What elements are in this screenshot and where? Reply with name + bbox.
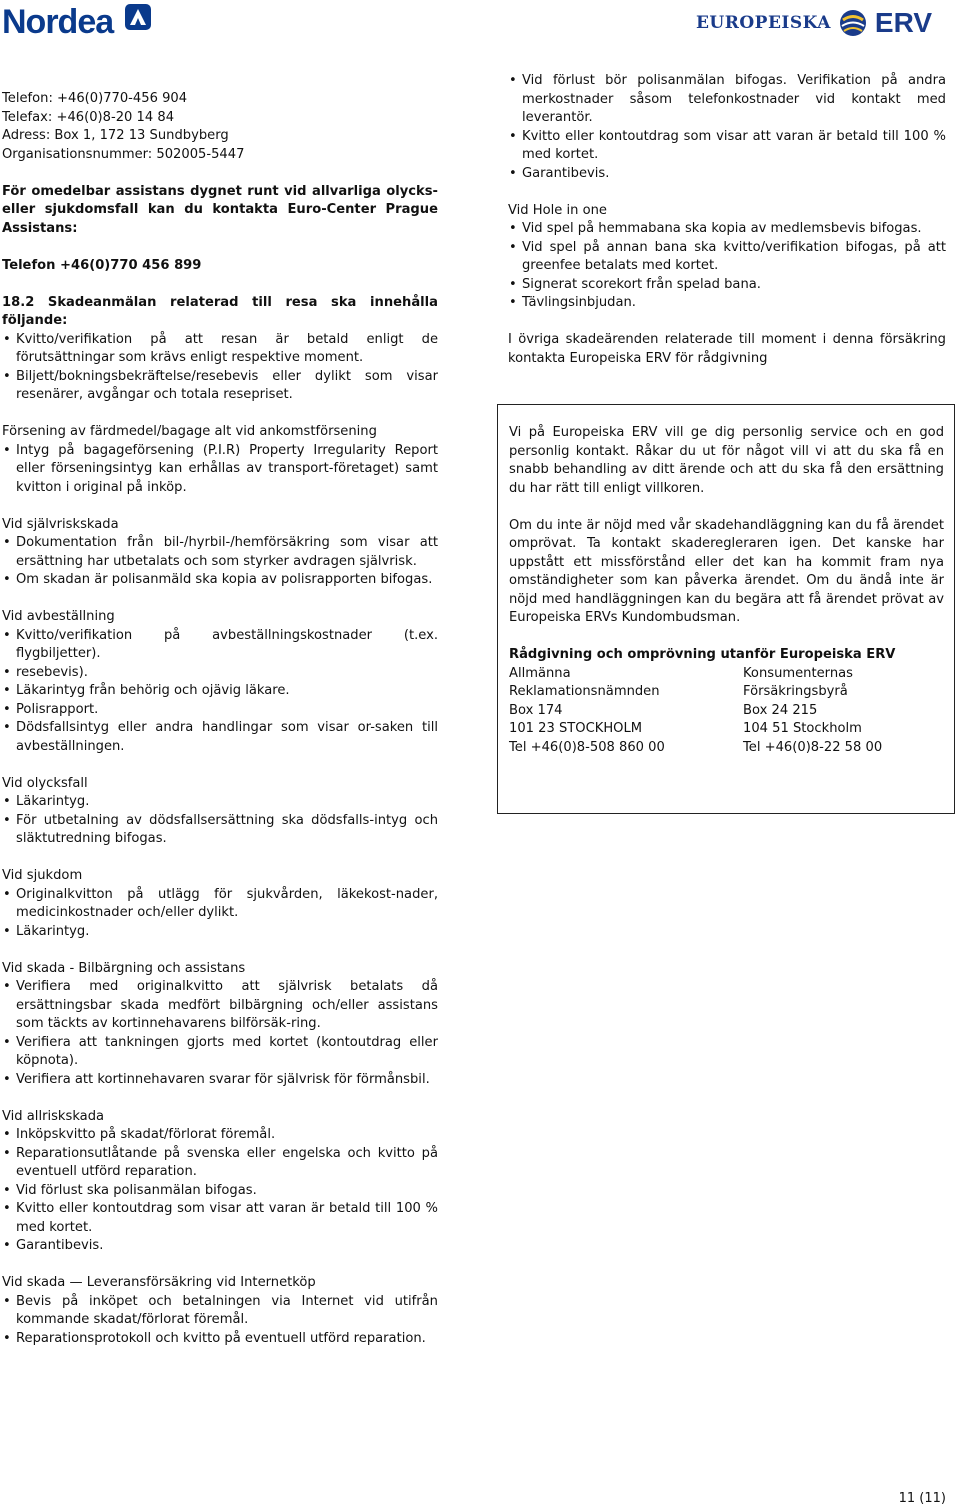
accident-title: Vid olycksfall bbox=[2, 775, 88, 791]
list-item: • Om skadan är polisanmäld ska kopia av polisrapporten bifogas. bbox=[2, 571, 438, 590]
hole-in-one-list bbox=[508, 220, 946, 313]
self-risk-title: Vid självriskskada bbox=[2, 516, 119, 532]
europeiska-erv-logo bbox=[696, 6, 932, 40]
address-left-line: Reklamationsnämnden bbox=[509, 684, 660, 699]
hole-in-one-title: Vid Hole in one bbox=[508, 202, 607, 218]
list-item: • Kvitto eller kontoutdrag som visar att varan är betald till 100 % med kortet. bbox=[508, 128, 946, 165]
contact-line: Telefon: +46(0)770-456 904 bbox=[2, 91, 188, 106]
reconsideration-text: Om du inte är nöjd med vår skadehandläggning kan du få ärendet omprövat. Ta kontakt skaderegleraren igen. Det kanske har uppstått ett missförstånd eller det kan ha kommit fram nya omständigheter som kan påverka ärendet. Om du ändå inte är nöjd med handläggningen kan du begära att få ärendet prövat av Europeiska ERVs Kundombudsman. bbox=[509, 517, 944, 625]
address-left-line: Box 174 bbox=[509, 702, 563, 718]
list-item: • Dödsfallsintyg eller andra handlingar som visar or-saken till avbeställningen. bbox=[2, 719, 438, 756]
list-item: • Garantibevis. bbox=[508, 165, 946, 184]
list-item: • Dokumentation från bil-/hyrbil-/hemförsäkring som visar att ersättning har utbetalats och som styrker avdragen självrisk. bbox=[2, 534, 438, 571]
towing-list bbox=[2, 978, 438, 1089]
list-item: • Originalkvitton på utlägg för sjukvården, läkekost-nader, medicinkostnader och/eller dylikt. bbox=[2, 886, 438, 923]
other-claims-text: I övriga skadeärenden relaterade till moment i denna försäkring kontakta Europeiska ERV för rådgivning bbox=[508, 332, 946, 366]
erv-logo-short: ERV bbox=[874, 7, 932, 38]
list-item: • Kvitto/verifikation på avbeställningskostnader (t.ex. flygbiljetter). bbox=[2, 627, 438, 664]
list-item: • Intyg på bagageförsening (P.I.R) Property Irregularity Report eller förseningsintyg kan erhållas av transport-företaget) samt kvitton i original på inköp. bbox=[2, 442, 438, 498]
address-right-line: Box 24 215 bbox=[743, 702, 818, 718]
list-item: • Läkarintyg. bbox=[2, 793, 438, 812]
list-item: • Verifiera att kortinnehavaren svarar för självrisk för förmånsbil. bbox=[2, 1071, 438, 1090]
contact-line: Adress: Box 1, 172 13 Sundbyberg bbox=[2, 128, 229, 143]
address-right-line: Konsumenternas bbox=[743, 665, 853, 681]
illness-list bbox=[2, 886, 438, 942]
list-item: • Verifiera med originalkvitto att självrisk betalats då ersättningsbar skada medfört bilbärgning och/eller assistans som täckts av kortinnehavarens bilförsäk-ring. bbox=[2, 978, 438, 1034]
globe-icon bbox=[839, 9, 867, 37]
page-number: 11 (11) bbox=[898, 1491, 946, 1506]
accident-list bbox=[2, 793, 438, 849]
erv-logo-name: EUROPEISKA bbox=[695, 13, 831, 33]
list-item: • Inköpskvitto på skadat/förlorat föremål. bbox=[2, 1126, 438, 1145]
list-item: • Vid spel på annan bana ska kvitto/verifikation bifogas, på att greenfee betalats med kortet. bbox=[508, 239, 946, 276]
nordea-logo-text: Nordea bbox=[2, 3, 114, 41]
advice-heading: Rådgivning och omprövning utanför Europeiska ERV bbox=[509, 647, 896, 662]
cancellation-title: Vid avbeställning bbox=[2, 609, 115, 624]
right-top-list bbox=[508, 72, 946, 183]
list-item: • Verifiera att tankningen gjorts med kortet (kontoutdrag eller köpnota). bbox=[2, 1034, 438, 1071]
section-18-2-list bbox=[2, 331, 438, 405]
address-left-line: Tel +46(0)8-508 860 00 bbox=[509, 739, 665, 755]
illness-title: Vid sjukdom bbox=[2, 868, 83, 883]
internet-purchase-list bbox=[2, 1293, 438, 1349]
address-right-line: Försäkringsbyrå bbox=[743, 684, 848, 699]
all-risk-list bbox=[2, 1126, 438, 1256]
list-item: • För utbetalning av dödsfallsersättning ska dödsfalls-intyg och släktutredning bifogas. bbox=[2, 812, 438, 849]
list-item: • Reparationsprotokoll och kvitto på eventuell utförd reparation. bbox=[2, 1330, 438, 1349]
contact-line: Telefax: +46(0)8-20 14 84 bbox=[2, 109, 175, 125]
delay-title: Försening av färdmedel/bagage alt vid ankomstförsening bbox=[2, 424, 377, 439]
contact-line: Organisationsnummer: 502005-5447 bbox=[2, 146, 245, 162]
address-grid bbox=[509, 665, 944, 758]
address-right-line: 104 51 Stockholm bbox=[743, 721, 862, 736]
self-risk-list bbox=[2, 534, 438, 590]
list-item: • Biljett/bokningsbekräftelse/resebevis eller dylikt som visar resenärer, avgångar och totala resepriset. bbox=[2, 368, 438, 405]
delay-list bbox=[2, 442, 438, 498]
list-item: • Vid spel på hemmabana ska kopia av medlemsbevis bifogas. bbox=[508, 220, 946, 239]
nordea-logo bbox=[2, 3, 152, 42]
list-item: • Vid förlust bör polisanmälan bifogas. Verifikation på andra merkostnader såsom telefonkostnader vid kontakt med leverantör. bbox=[508, 72, 946, 128]
emergency-phone: Telefon +46(0)770 456 899 bbox=[2, 257, 202, 273]
left-column bbox=[2, 90, 438, 1348]
list-item: • Polisrapport. bbox=[2, 701, 438, 720]
list-item: • Tävlingsinbjudan. bbox=[508, 294, 946, 313]
emergency-text: För omedelbar assistans dygnet runt vid allvarliga olycks- eller sjukdomsfall kan du kontakta Euro-Center Prague Assistans: bbox=[2, 183, 438, 236]
address-left-line: Allmänna bbox=[509, 665, 571, 681]
address-left-line: 101 23 STOCKHOLM bbox=[509, 721, 643, 736]
list-item: • Reparationsutlåtande på svenska eller engelska och kvitto på eventuell utförd reparation. bbox=[2, 1145, 438, 1182]
list-item: • Vid förlust ska polisanmälan bifogas. bbox=[2, 1182, 438, 1201]
list-item: • Bevis på inköpet och betalningen via Internet vid utifrån kommande skadat/förlorat föremål. bbox=[2, 1293, 438, 1330]
service-info-panel bbox=[497, 404, 955, 814]
internet-purchase-title: Vid skada — Leveransförsäkring vid Internetköp bbox=[2, 1275, 316, 1290]
list-item: • Läkarintyg från behörig och ojävig läkare. bbox=[2, 682, 438, 701]
address-right-line: Tel +46(0)8-22 58 00 bbox=[743, 739, 883, 755]
list-item: • Läkarintyg. bbox=[2, 923, 438, 942]
cancellation-list bbox=[2, 627, 438, 757]
right-column bbox=[508, 72, 946, 368]
list-item: • resebevis). bbox=[2, 664, 438, 683]
list-item: • Kvitto eller kontoutdrag som visar att varan är betald till 100 % med kortet. bbox=[2, 1200, 438, 1237]
service-intro: Vi på Europeiska ERV vill ge dig personlig service och en god personlig kontakt. Råkar du ut för något vill vi att du ska få en snabb behandling av ditt ärende och att du ska få den ersättning du har rätt till enligt villkoren. bbox=[509, 425, 944, 496]
list-item: • Signerat scorekort från spelad bana. bbox=[508, 276, 946, 295]
nordea-logo-mark-icon bbox=[124, 3, 152, 31]
list-item: • Garantibevis. bbox=[2, 1237, 438, 1256]
list-item: • Kvitto/verifikation på att resan är betald enligt de förutsättningar som krävs enligt respektive moment. bbox=[2, 331, 438, 368]
section-18-2-title: 18.2 Skadeanmälan relaterad till resa ska innehålla följande: bbox=[2, 294, 438, 328]
all-risk-title: Vid allriskskada bbox=[2, 1108, 105, 1124]
towing-title: Vid skada - Bilbärgning och assistans bbox=[2, 960, 246, 976]
